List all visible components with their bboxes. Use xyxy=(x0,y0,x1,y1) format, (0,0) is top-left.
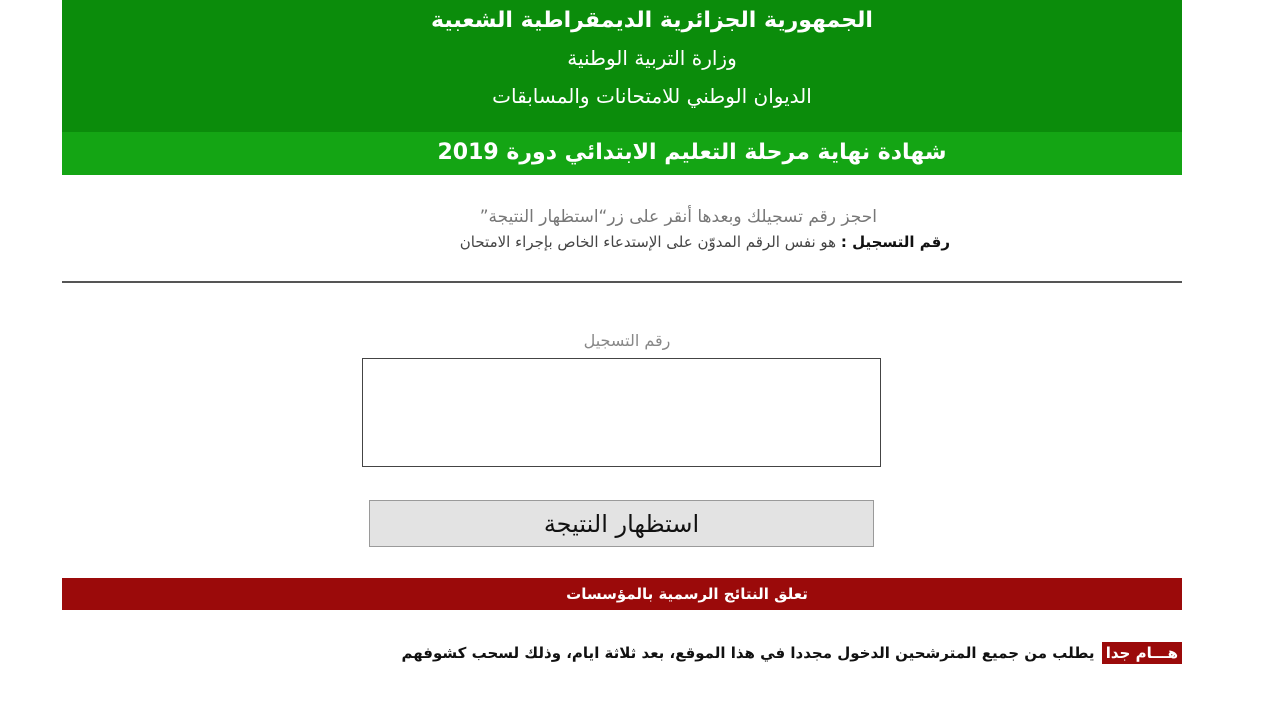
important-notice-text: يطلب من جميع المترشحين الدخول مجددا في هذا الموقع، بعد ثلاثة ايام، وذلك لسحب كشوفهم xyxy=(401,644,1095,662)
exam-title: شهادة نهاية مرحلة التعليم الابتدائي دورة 2019 xyxy=(437,140,947,165)
exam-title-bar xyxy=(62,132,1182,175)
office-name: الديوان الوطني للامتحانات والمسابقات xyxy=(492,84,812,108)
registration-note xyxy=(62,229,1182,255)
divider xyxy=(62,281,1182,283)
instruction-text: احجز رقم تسجيلك وبعدها أنقر على زر“استظهار النتيجة” xyxy=(479,207,877,227)
registration-note-label: رقم التسجيل : xyxy=(840,233,950,251)
header-top xyxy=(62,0,1182,132)
results-announcement-bar: تعلق النتائج الرسمية بالمؤسسات xyxy=(62,578,1182,610)
show-result-button[interactable]: استظهار النتيجة xyxy=(369,500,874,547)
registration-note-desc: هو نفس الرقم المدوّن على الإستدعاء الخاص بإجراء الامتحان xyxy=(459,233,837,251)
instructions xyxy=(62,205,1182,255)
important-badge: هـــام جدا xyxy=(1102,642,1182,664)
important-notice xyxy=(62,640,1182,666)
registration-number-input[interactable] xyxy=(362,358,881,467)
header-banner xyxy=(62,0,1182,175)
ministry-name: وزارة التربية الوطنية xyxy=(567,46,737,70)
registration-field-label: رقم التسجيل xyxy=(583,331,671,350)
country-name: الجمهورية الجزائرية الديمقراطية الشعبية xyxy=(431,8,873,33)
